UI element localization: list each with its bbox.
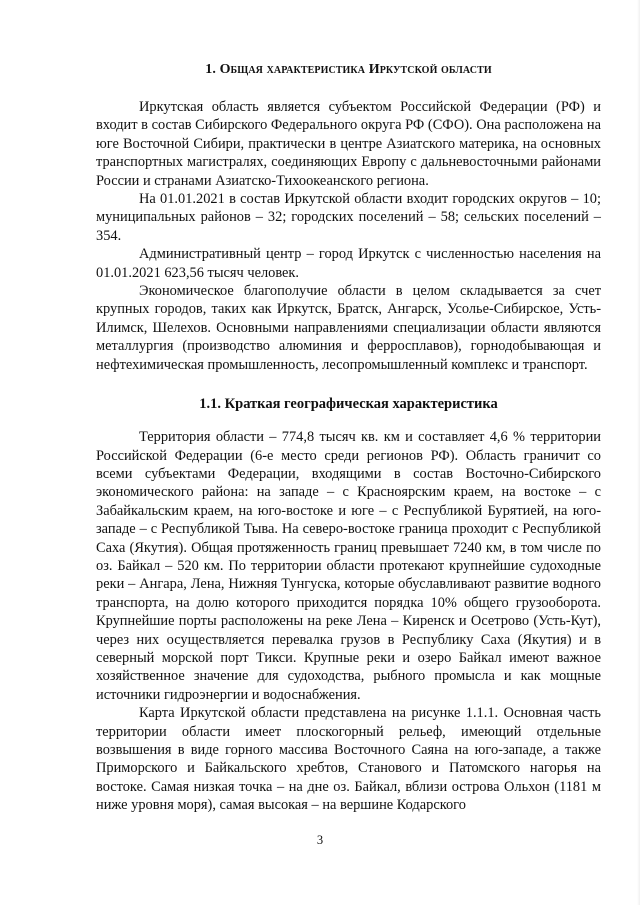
subsection-title: 1.1. Краткая географическая характеристика: [199, 396, 498, 413]
geo-paragraph-2: Карта Иркутской области представлена на рисунке 1.1.1. Основная часть территории области имеет плоскогорный рельеф, имеющий отдельные возвышения в виде горного массива Восточного Саяна на юго-западе, а также Приморского и Байкальского хребтов, Станового и Патомского нагорья на востоке. Самая низкая точка – на дне оз. Байкал, вблизи острова Ольхон (1181 м ниже уровня моря), самая высокая – на вершине Кодарского: [96, 705, 601, 814]
intro-paragraph-3: Административный центр – город Иркутск с численностью населения на 01.01.2021 623,56 тысяч человек.: [96, 246, 601, 281]
geo-paragraph-1: Территория области – 774,8 тысяч кв. км и составляет 4,6 % территории Российской Федерации (6-е место среди регионов РФ). Область граничит со всеми субъектами Федерации, входящими в состав Восточно-Сибирского экономического района: на западе – с Красноярским краем, на востоке – с Забайкальским краем, на юго-востоке и юге – с Республикой Бурятией, на юго-западе – с Республикой Тыва. На северо-востоке граница проходит с Республикой Саха (Якутия). Общая протяженность границ превышает 7240 км, в том числе по оз. Байкал – 520 км. По территории области протекают крупнейшие судоходные реки – Ангара, Лена, Нижняя Тунгуска, которые обуславливают развитие водного транспорта, на долю которого приходится порядка 10% общего грузооборота. Крупнейшие порты расположены на реке Лена – Киренск и Осетрово (Усть-Кут), через них осуществляется перевалка грузов в Республику Саха (Якутия) и в северный морской порт Тикси. Крупные реки и озеро Байкал имеют важное хозяйственное значение для судоходства, рыбного промысла и как мощные источники гидроэнергии и водоснабжения.: [96, 429, 601, 703]
intro-paragraph-1: Иркутская область является субъектом Российской Федерации (РФ) и входит в состав Сибирского Федерального округа РФ (СФО). Она расположена на юге Восточной Сибири, практически в центре Азиатского материка, на основных транспортных магистралях, соединяющих Европу с дальневосточными районами России и странами Азиатско-Тихоокеанского региона.: [96, 99, 601, 189]
intro-paragraph-2: На 01.01.2021 в состав Иркутской области входит городских округов – 10; муниципальных районов – 32; городских поселений – 58; сельских поселений – 354.: [96, 191, 601, 244]
page-number: 3: [316, 833, 324, 847]
page-body: [96, 60, 601, 815]
intro-paragraph-4: Экономическое благополучие области в целом складывается за счет крупных городов, таких как Иркутск, Братск, Ангарск, Усолье-Сибирское, Усть-Илимск, Шелехов. Основными направлениями специализации области являются металлургия (производство алюминия и ферросплавов), горнодобывающая и нефтехимическая промышленность, лесопромышленный комплекс и транспорт.: [96, 283, 601, 373]
section-title: 1. Общая характеристика Иркутской области: [205, 62, 492, 77]
